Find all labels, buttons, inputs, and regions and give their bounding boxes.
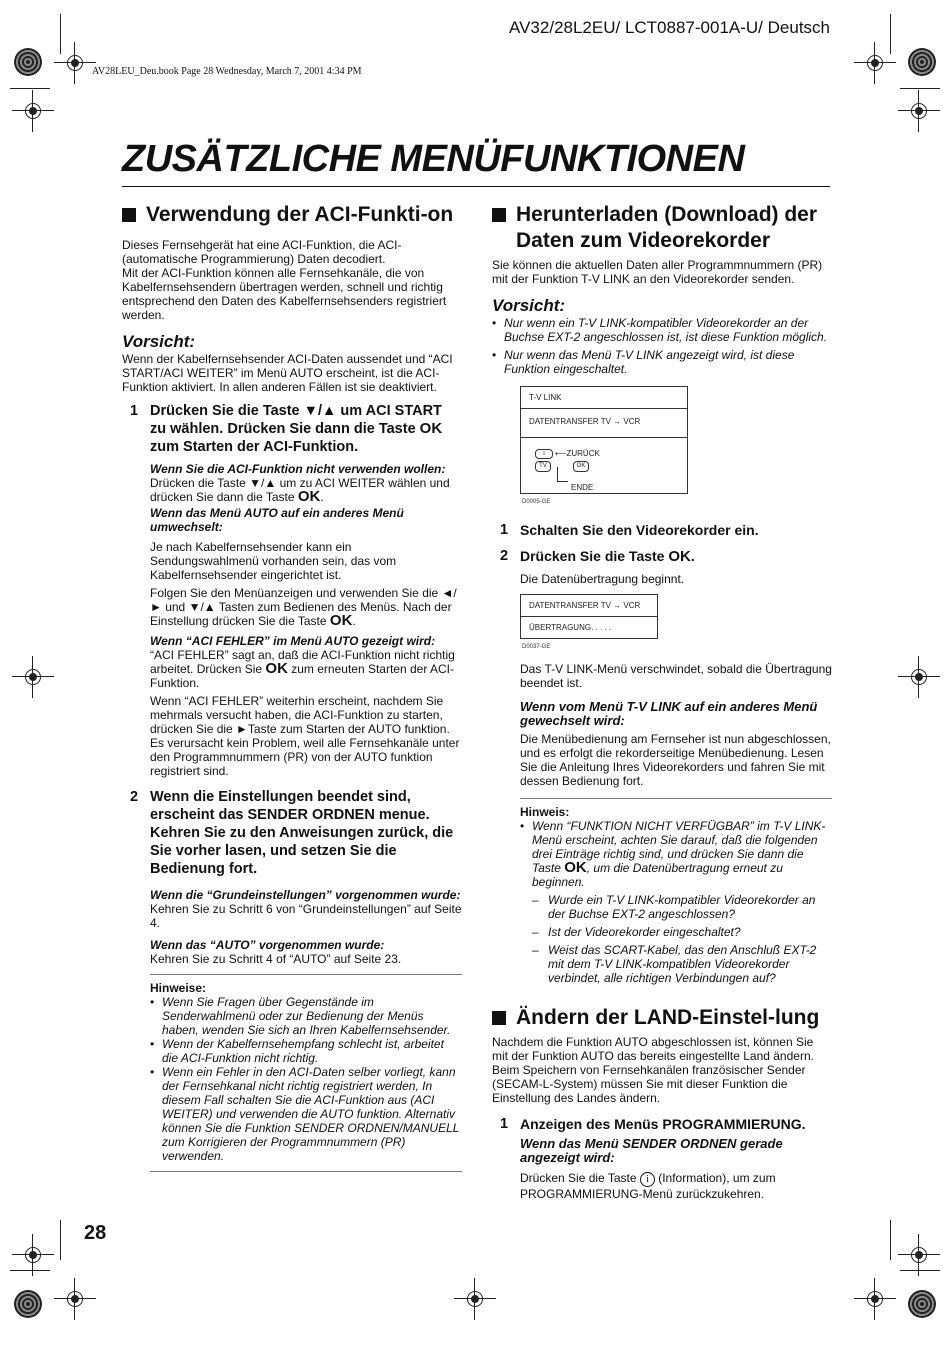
aci-caution-label: Vorsicht: xyxy=(122,332,196,351)
aci-intro-1: Dieses Fernsehgerät hat eine ACI-Funktion, die ACI- (automatische Programmierung) Daten decodiert. xyxy=(122,238,402,266)
aci-note-item: • Wenn ein Fehler in den ACI-Daten selber vorliegt, kann der Fernsehkanal nicht richtig registriert werden, In diesem Fall schalten Sie die ACI-Funktion aus (ACI WEITER) und verwenden die AUTO funktion. Alternativ können Sie die Funktion SENDER ORDNEN/MANUELL zum Korrigieren der Programmnummern (PR) verwenden. xyxy=(150,1065,460,1163)
crop-line xyxy=(900,88,940,89)
screen-title: T-V LINK xyxy=(521,387,687,409)
download-caution-item: • Nur wenn ein T-V LINK-kompatibler Videorekorder an der Buchse EXT-2 angeschlossen ist, ist diese Funktion möglich. xyxy=(492,316,828,344)
crop-line xyxy=(60,14,61,54)
divider xyxy=(150,974,462,975)
download-step-1: 1 Schalten Sie den Videorekorder ein. xyxy=(500,522,759,538)
land-sub-title: Wenn das Menü SENDER ORDNEN gerade angezeigt wird: xyxy=(520,1136,783,1165)
screen-transfer-row: DATENTRANSFER TV → VCR xyxy=(521,595,657,617)
crop-mark-icon xyxy=(18,662,48,692)
book-info-line: AV28LEU_Deu.book Page 28 Wednesday, March 7, 2001 4:34 PM xyxy=(92,66,362,77)
ok-button-icon: OK xyxy=(668,548,691,565)
registration-target-icon xyxy=(14,48,42,76)
land-step-1: 1 Anzeigen des Menüs PROGRAMMIERUNG. xyxy=(500,1116,806,1132)
download-sub-text: Die Menübedienung am Fernseher ist nun abgeschlossen, und es erfolgt die rekorderseitige Menübedienung. Lesen Sie die Anleitung Ihres Videorekorders und fahren Sie mit dessen Bedienung fort. xyxy=(520,732,831,788)
section-square-icon xyxy=(122,208,136,222)
ok-button-icon: OK xyxy=(265,660,288,677)
aci-sub3-text-2: Wenn “ACI FEHLER” weiterhin erscheint, nachdem Sie mehrmals versucht haben, die ACI-Funktion zu starten, drücken Sie die ►Taste zum Starten der AUTO funktion. Es verursacht kein Problem, weil alle Fernsehkanäle unter den Programmnummern (PR) von der AUTO funktion registriert sind. xyxy=(150,694,460,778)
ok-button-icon: OK xyxy=(297,488,321,505)
transfer-progress-screen xyxy=(520,594,658,639)
aci-sub3-title: Wenn “ACI FEHLER” im Menü AUTO gezeigt wird: xyxy=(150,634,436,648)
land-intro: Nachdem die Funktion AUTO abgeschlossen ist, können Sie mit der Funktion AUTO das bereits eingestellte Land ändern. Beim Speichern von Fernsehkanälen französischer Sender (SECAM-L-System) müssen Sie mit dieser Funktion die Einstellung des Landes ändern. xyxy=(492,1035,814,1105)
screen-transfer-row: DATENTRANSFER TV → VCR xyxy=(521,409,687,438)
crop-line xyxy=(900,1270,940,1271)
download-sub-title: Wenn vom Menü T-V LINK auf ein anderes Menü gewechselt wird: xyxy=(520,699,818,728)
crop-mark-icon xyxy=(18,1240,48,1270)
aci-sub2-text-2: Folgen Sie den Menüanzeigen und verwenden Sie die ◄/► und ▼/▲ Tasten zum Bedienen des Menüs. Nach der Einstellung drücken Sie die Taste OK. xyxy=(150,586,457,629)
crop-line xyxy=(10,1270,50,1271)
download-intro: Sie können die aktuellen Daten aller Programmnummern (PR) mit der Funktion T-V LINK an den Videorekorder senden. xyxy=(492,258,823,286)
aci-step-2-details xyxy=(150,888,462,1172)
aci-section-heading: Verwendung der ACI-Funkti-on xyxy=(122,202,462,228)
section-square-icon xyxy=(492,1011,506,1025)
crop-line xyxy=(890,14,891,54)
page-title: ZUSÄTZLICHE MENÜFUNKTIONEN xyxy=(122,138,745,180)
info-icon: i xyxy=(640,1172,655,1187)
download-step-2: 2 Drücken Sie die Taste OK. xyxy=(500,548,695,565)
aci-step-1-details xyxy=(150,462,462,778)
crop-line xyxy=(10,88,50,89)
aci-sub5-title: Wenn das “AUTO” vorgenommen wurde: xyxy=(150,938,385,952)
screen-code: D0005-GE xyxy=(522,499,551,505)
download-check-item: – Weist das SCART-Kabel, das den Anschluß EXT-2 mit dem T-V LINK-kompatiblen Videorekorder verbindet, alle richtigen Verbindungen auf? xyxy=(532,943,817,985)
land-section-heading: Ändern der LAND-Einstel-lung xyxy=(492,1005,832,1031)
crop-mark-icon xyxy=(18,96,48,126)
left-column xyxy=(122,202,462,1178)
registration-target-icon xyxy=(14,1290,42,1318)
ok-button-icon: OK xyxy=(329,612,353,629)
tv-link-menu-screen xyxy=(520,386,688,494)
divider xyxy=(520,798,832,799)
crop-mark-icon xyxy=(860,48,890,78)
tv-button-icon: TV xyxy=(535,461,551,472)
screen-progress-row: ÜBERTRAGUNG. . . . . xyxy=(529,623,612,632)
crop-mark-icon xyxy=(904,662,934,692)
crop-mark-icon xyxy=(904,96,934,126)
crop-mark-icon xyxy=(60,1284,90,1314)
aci-sub5-text: Kehren Sie zu Schritt 4 of “AUTO” auf Seite 23. xyxy=(150,952,402,966)
download-check-item: – Wurde ein T-V LINK-kompatibler Videorekorder an der Buchse EXT-2 angeschlossen? xyxy=(532,893,816,921)
aci-sub4-text: Kehren Sie zu Schritt 6 von “Grundeinstellungen” auf Seite 4. xyxy=(150,902,462,930)
aci-step-2: 2 Wenn die Einstellungen beendet sind, erscheint das SENDER ORDNEN menue. Kehren Sie zu den Anweisungen zurück, die Sie vorher lasen, und setzen Sie die Bedienung fort. xyxy=(130,789,454,877)
download-step-2-note: Die Datenübertragung beginnt. xyxy=(520,572,685,586)
aci-note-item: • Wenn Sie Fragen über Gegenstände im Senderwahlmenü oder zur Bedienung der Menüs haben, wenden Sie sich an Ihren Kabelfernsehsender. xyxy=(150,995,451,1037)
registration-target-icon xyxy=(908,1290,936,1318)
download-note-item: • Wenn “FUNKTION NICHT VERFÜGBAR” im T-V LINK-Menü erscheint, achten Sie darauf, daß die folgenden drei Einträge richtig sind, und drücken Sie dann die Taste OK, um die Datenübertragung erneut zu beginnen. xyxy=(520,819,826,889)
crop-line xyxy=(890,1220,891,1260)
land-step-1-details xyxy=(520,1137,832,1201)
aci-sub3-text-1: “ACI FEHLER” sagt an, daß die ACI-Funktion nicht richtig arbeitet. Drücken Sie OK zum erneuten Starten der ACI-Funktion. xyxy=(150,648,455,690)
ok-button-icon: OK xyxy=(419,420,443,437)
crop-line xyxy=(60,1220,61,1260)
crop-mark-icon xyxy=(860,1284,890,1314)
aci-sub2-title: Wenn das Menü AUTO auf ein anderes Menü umwechselt: xyxy=(150,506,404,534)
download-check-item: – Ist der Videorekorder eingeschaltet? xyxy=(532,925,741,939)
download-section-heading: Herunterladen (Download) der Daten zum Videorekorder xyxy=(492,202,832,254)
crop-mark-icon xyxy=(904,1240,934,1270)
aci-step-1: 1 Drücken Sie die Taste ▼/▲ um ACI START zu wählen. Drücken Sie dann die Taste OK zum Starten der ACI-Funktion. xyxy=(130,403,443,455)
crop-mark-icon xyxy=(460,1284,490,1314)
registration-target-icon xyxy=(908,48,936,76)
download-details xyxy=(520,662,832,985)
aci-notes-label: Hinweise: xyxy=(150,981,207,995)
ok-button-icon: OK xyxy=(573,461,589,472)
divider xyxy=(150,1171,462,1172)
screen-back-label: ⟵ZURÜCK xyxy=(555,449,600,458)
download-caution-item: • Nur wenn das Menü T-V LINK angezeigt wird, ist diese Funktion eingeschaltet. xyxy=(492,348,795,376)
download-note-label: Hinweis: xyxy=(520,805,570,819)
ok-button-icon: OK xyxy=(564,859,587,876)
crop-mark-icon xyxy=(60,48,90,78)
right-column xyxy=(492,202,832,1201)
section-square-icon xyxy=(492,208,506,222)
title-rule xyxy=(122,186,830,187)
document-code: AV32/28L2EU/ LCT0887-001A-U/ Deutsch xyxy=(509,18,830,37)
download-after-text: Das T-V LINK-Menü verschwindet, sobald die Übertragung beendet ist. xyxy=(520,662,832,690)
screen-code: D0037-GE xyxy=(522,644,551,650)
aci-intro-2: Mit der ACI-Funktion können alle Fernsehkanäle, die von Kabelfernsehsendern übertragen werden, schnell und richtig entsprechend den Daten des Kabelfernsehsenders registriert werden. xyxy=(122,266,447,322)
aci-sub4-title: Wenn die “Grundeinstellungen” vorgenommen wurde: xyxy=(150,888,461,902)
aci-sub1-text: Drücken die Taste ▼/▲ um zu ACI WEITER wählen und drücken Sie dann die Taste OK. xyxy=(150,476,450,505)
screen-end-label: ENDE xyxy=(571,483,594,492)
connector-line xyxy=(557,467,568,482)
page-number: 28 xyxy=(84,1222,107,1244)
aci-note-item: • Wenn der Kabelfernsehempfang schlecht ist, arbeitet die ACI-Funktion nicht richtig. xyxy=(150,1037,444,1065)
download-caution-label: Vorsicht: xyxy=(492,296,566,315)
info-icon: i xyxy=(535,449,553,459)
land-sub-text: Drücken Sie die Taste i (Information), um zum PROGRAMMIERUNG-Menü zurückzukehren. xyxy=(520,1171,776,1201)
aci-sub1-title: Wenn Sie die ACI-Funktion nicht verwenden wollen: xyxy=(150,462,446,476)
aci-sub2-text-1: Je nach Kabelfernsehsender kann ein Sendungswahlmenü vorhanden sein, das vom Kabelfernsehsender eingerichtet ist. xyxy=(150,540,397,582)
aci-caution-text: Wenn der Kabelfernsehsender ACI-Daten aussendet und “ACI START/ACI WEITER” im Menü AUTO erscheint, ist die ACI-Funktion aktiviert. In allen anderen Fällen ist sie deaktiviert. xyxy=(122,352,453,394)
